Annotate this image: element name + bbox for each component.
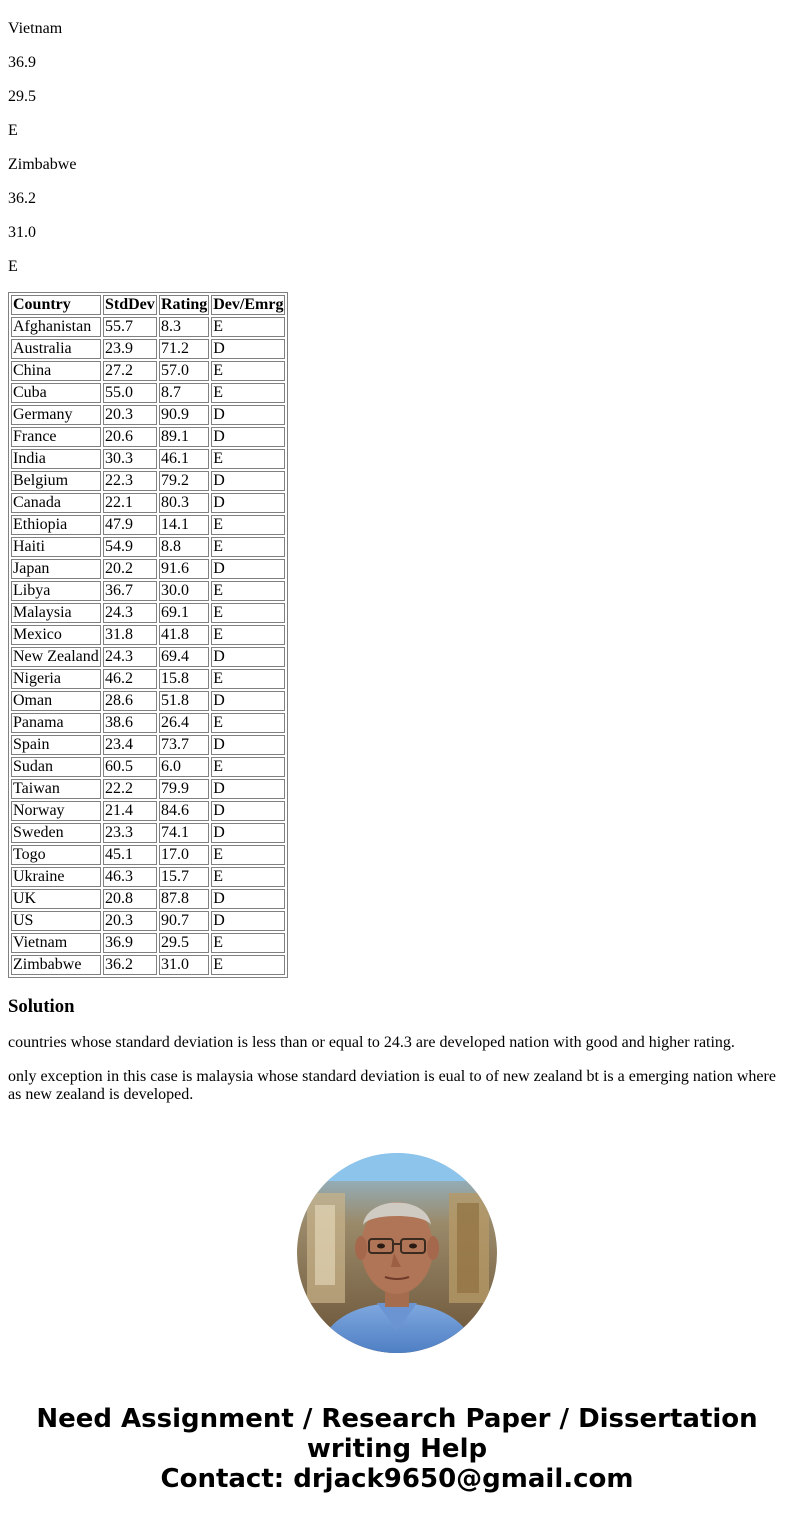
cell-dev-emrg: E — [211, 669, 285, 689]
cell-stddev: 46.2 — [103, 669, 157, 689]
table-row — [11, 559, 285, 579]
text-line: Vietnam — [8, 20, 63, 37]
cell-stddev: 23.3 — [103, 823, 157, 843]
cell-stddev: 30.3 — [103, 449, 157, 469]
table-row — [11, 823, 285, 843]
cell-rating: 69.1 — [159, 603, 209, 623]
cell-rating: 31.0 — [159, 955, 209, 975]
cell-rating: 74.1 — [159, 823, 209, 843]
cell-rating: 71.2 — [159, 339, 209, 359]
cell-country: Zimbabwe — [11, 955, 101, 975]
cell-country: Haiti — [11, 537, 101, 557]
cell-rating: 79.9 — [159, 779, 209, 799]
cell-rating: 90.9 — [159, 405, 209, 425]
cell-rating: 79.2 — [159, 471, 209, 491]
cell-rating: 87.8 — [159, 889, 209, 909]
cell-country: Belgium — [11, 471, 101, 491]
table-row — [11, 779, 285, 799]
header-dev-emrg: Dev/Emrg — [213, 296, 284, 313]
author-avatar — [297, 1153, 497, 1353]
cell-dev-emrg: E — [211, 955, 285, 975]
cell-rating: 80.3 — [159, 493, 209, 513]
table-row — [11, 735, 285, 755]
cell-dev-emrg: E — [211, 361, 285, 381]
cell-stddev: 36.7 — [103, 581, 157, 601]
cell-rating: 8.7 — [159, 383, 209, 403]
cell-dev-emrg: E — [211, 757, 285, 777]
cell-dev-emrg: D — [211, 735, 285, 755]
table-row — [11, 581, 285, 601]
cell-rating: 69.4 — [159, 647, 209, 667]
table-row — [11, 933, 285, 953]
cell-rating: 15.7 — [159, 867, 209, 887]
cell-country: Cuba — [11, 383, 101, 403]
cell-country: Togo — [11, 845, 101, 865]
cell-dev-emrg: E — [211, 383, 285, 403]
text-line: 29.5 — [8, 88, 36, 105]
avatar-photo-icon — [297, 1153, 497, 1353]
cell-country: Ethiopia — [11, 515, 101, 535]
cell-stddev: 20.3 — [103, 911, 157, 931]
table-row — [11, 889, 285, 909]
pre-table-lines — [8, 0, 786, 276]
cell-stddev: 36.9 — [103, 933, 157, 953]
banner-line-1: Need Assignment / Research Paper / Dissertation — [36, 1404, 758, 1434]
text-line: E — [8, 258, 18, 275]
cell-dev-emrg: E — [211, 537, 285, 557]
cell-stddev: 21.4 — [103, 801, 157, 821]
cell-dev-emrg: E — [211, 845, 285, 865]
cell-dev-emrg: D — [211, 339, 285, 359]
cell-rating: 30.0 — [159, 581, 209, 601]
table-row — [11, 427, 285, 447]
cell-stddev: 24.3 — [103, 647, 157, 667]
table-row — [11, 493, 285, 513]
cell-dev-emrg: D — [211, 911, 285, 931]
cell-stddev: 20.3 — [103, 405, 157, 425]
table-row — [11, 361, 285, 381]
cell-rating: 91.6 — [159, 559, 209, 579]
cell-country: Taiwan — [11, 779, 101, 799]
table-row — [11, 757, 285, 777]
document-body — [8, 0, 786, 1104]
cell-dev-emrg: D — [211, 823, 285, 843]
cell-stddev: 27.2 — [103, 361, 157, 381]
cell-stddev: 20.8 — [103, 889, 157, 909]
cell-dev-emrg: D — [211, 691, 285, 711]
table-row — [11, 801, 285, 821]
cell-dev-emrg: D — [211, 493, 285, 513]
cell-dev-emrg: D — [211, 471, 285, 491]
cell-country: France — [11, 427, 101, 447]
cell-country: Japan — [11, 559, 101, 579]
cell-dev-emrg: E — [211, 625, 285, 645]
cell-dev-emrg: E — [211, 449, 285, 469]
cell-rating: 15.8 — [159, 669, 209, 689]
header-stddev: StdDev — [103, 295, 157, 315]
cell-rating: 8.8 — [159, 537, 209, 557]
cell-stddev: 20.2 — [103, 559, 157, 579]
cell-dev-emrg: E — [211, 933, 285, 953]
text-line: 31.0 — [8, 224, 36, 241]
country-table — [8, 292, 288, 978]
cell-country: Oman — [11, 691, 101, 711]
cell-country: Ukraine — [11, 867, 101, 887]
cell-rating: 57.0 — [159, 361, 209, 381]
table-row — [11, 845, 285, 865]
cell-country: US — [11, 911, 101, 931]
cell-country: Norway — [11, 801, 101, 821]
cell-rating: 17.0 — [159, 845, 209, 865]
cell-dev-emrg: E — [211, 603, 285, 623]
cell-country: China — [11, 361, 101, 381]
cell-stddev: 23.9 — [103, 339, 157, 359]
cell-dev-emrg: D — [211, 801, 285, 821]
cell-dev-emrg: E — [211, 515, 285, 535]
banner-contact-line: Contact: drjack9650@gmail.com — [160, 1464, 634, 1494]
solution-heading: Solution — [8, 996, 75, 1017]
cell-stddev: 54.9 — [103, 537, 157, 557]
cell-dev-emrg: D — [211, 889, 285, 909]
table-row — [11, 669, 285, 689]
cell-stddev: 55.0 — [103, 383, 157, 403]
cell-stddev: 47.9 — [103, 515, 157, 535]
cell-stddev: 55.7 — [103, 317, 157, 337]
cell-country: Panama — [11, 713, 101, 733]
cell-stddev: 28.6 — [103, 691, 157, 711]
cell-stddev: 22.1 — [103, 493, 157, 513]
cell-stddev: 46.3 — [103, 867, 157, 887]
cell-country: Malaysia — [11, 603, 101, 623]
cell-rating: 29.5 — [159, 933, 209, 953]
table-row — [11, 449, 285, 469]
text-line: 36.2 — [8, 190, 36, 207]
cell-dev-emrg: D — [211, 647, 285, 667]
solution-paragraph-1: countries whose standard deviation is less than or equal to 24.3 are developed nation with good and higher rating. — [8, 1034, 735, 1051]
cell-stddev: 20.6 — [103, 427, 157, 447]
cell-country: India — [11, 449, 101, 469]
cell-country: Vietnam — [11, 933, 101, 953]
cell-stddev: 22.3 — [103, 471, 157, 491]
header-rating: Rating — [161, 296, 208, 313]
table-row — [11, 911, 285, 931]
text-line: E — [8, 122, 18, 139]
cell-stddev: 45.1 — [103, 845, 157, 865]
table-row — [11, 713, 285, 733]
table-row — [11, 383, 285, 403]
table-row — [11, 537, 285, 557]
cell-stddev: 22.2 — [103, 779, 157, 799]
cell-country: Sweden — [11, 823, 101, 843]
cell-dev-emrg: E — [211, 867, 285, 887]
cell-rating: 89.1 — [159, 427, 209, 447]
cell-dev-emrg: E — [211, 581, 285, 601]
table-row — [11, 515, 285, 535]
table-row — [11, 691, 285, 711]
banner-line-2: writing Help — [306, 1434, 488, 1464]
cell-stddev: 31.8 — [103, 625, 157, 645]
cell-country: Spain — [11, 735, 101, 755]
solution-paragraph-2: only exception in this case is malaysia whose standard deviation is eual to of new zealand bt is a emerging nation where as new zealand is developed. — [8, 1068, 776, 1103]
cell-dev-emrg: E — [211, 317, 285, 337]
cell-rating: 84.6 — [159, 801, 209, 821]
table-row — [11, 317, 285, 337]
cell-rating: 6.0 — [159, 757, 209, 777]
table-row — [11, 955, 285, 975]
text-line: Zimbabwe — [8, 156, 77, 173]
cell-stddev: 36.2 — [103, 955, 157, 975]
cell-rating: 14.1 — [159, 515, 209, 535]
table-header-row — [11, 295, 285, 315]
table-body — [11, 317, 285, 975]
cell-country: Nigeria — [11, 669, 101, 689]
cell-country: Afghanistan — [11, 317, 101, 337]
cell-country: Australia — [11, 339, 101, 359]
cell-dev-emrg: E — [211, 713, 285, 733]
cell-stddev: 23.4 — [103, 735, 157, 755]
cell-rating: 41.8 — [159, 625, 209, 645]
cell-country: UK — [11, 889, 101, 909]
table-row — [11, 647, 285, 667]
cell-country: New Zealand — [11, 647, 101, 667]
table-row — [11, 405, 285, 425]
table-row — [11, 625, 285, 645]
cell-dev-emrg: D — [211, 779, 285, 799]
table-row — [11, 471, 285, 491]
cell-country: Germany — [11, 405, 101, 425]
cell-country: Canada — [11, 493, 101, 513]
cell-stddev: 60.5 — [103, 757, 157, 777]
cell-country: Sudan — [11, 757, 101, 777]
cell-rating: 90.7 — [159, 911, 209, 931]
text-line: 36.9 — [8, 54, 36, 71]
cell-rating: 51.8 — [159, 691, 209, 711]
cell-stddev: 24.3 — [103, 603, 157, 623]
cell-rating: 73.7 — [159, 735, 209, 755]
cell-rating: 8.3 — [159, 317, 209, 337]
cell-dev-emrg: D — [211, 427, 285, 447]
cell-dev-emrg: D — [211, 405, 285, 425]
table-row — [11, 339, 285, 359]
table-row — [11, 867, 285, 887]
header-country: Country — [11, 295, 101, 315]
cell-rating: 46.1 — [159, 449, 209, 469]
cell-country: Mexico — [11, 625, 101, 645]
help-banner — [0, 1404, 794, 1494]
cell-stddev: 38.6 — [103, 713, 157, 733]
cell-country: Libya — [11, 581, 101, 601]
cell-rating: 26.4 — [159, 713, 209, 733]
cell-dev-emrg: D — [211, 559, 285, 579]
table-row — [11, 603, 285, 623]
